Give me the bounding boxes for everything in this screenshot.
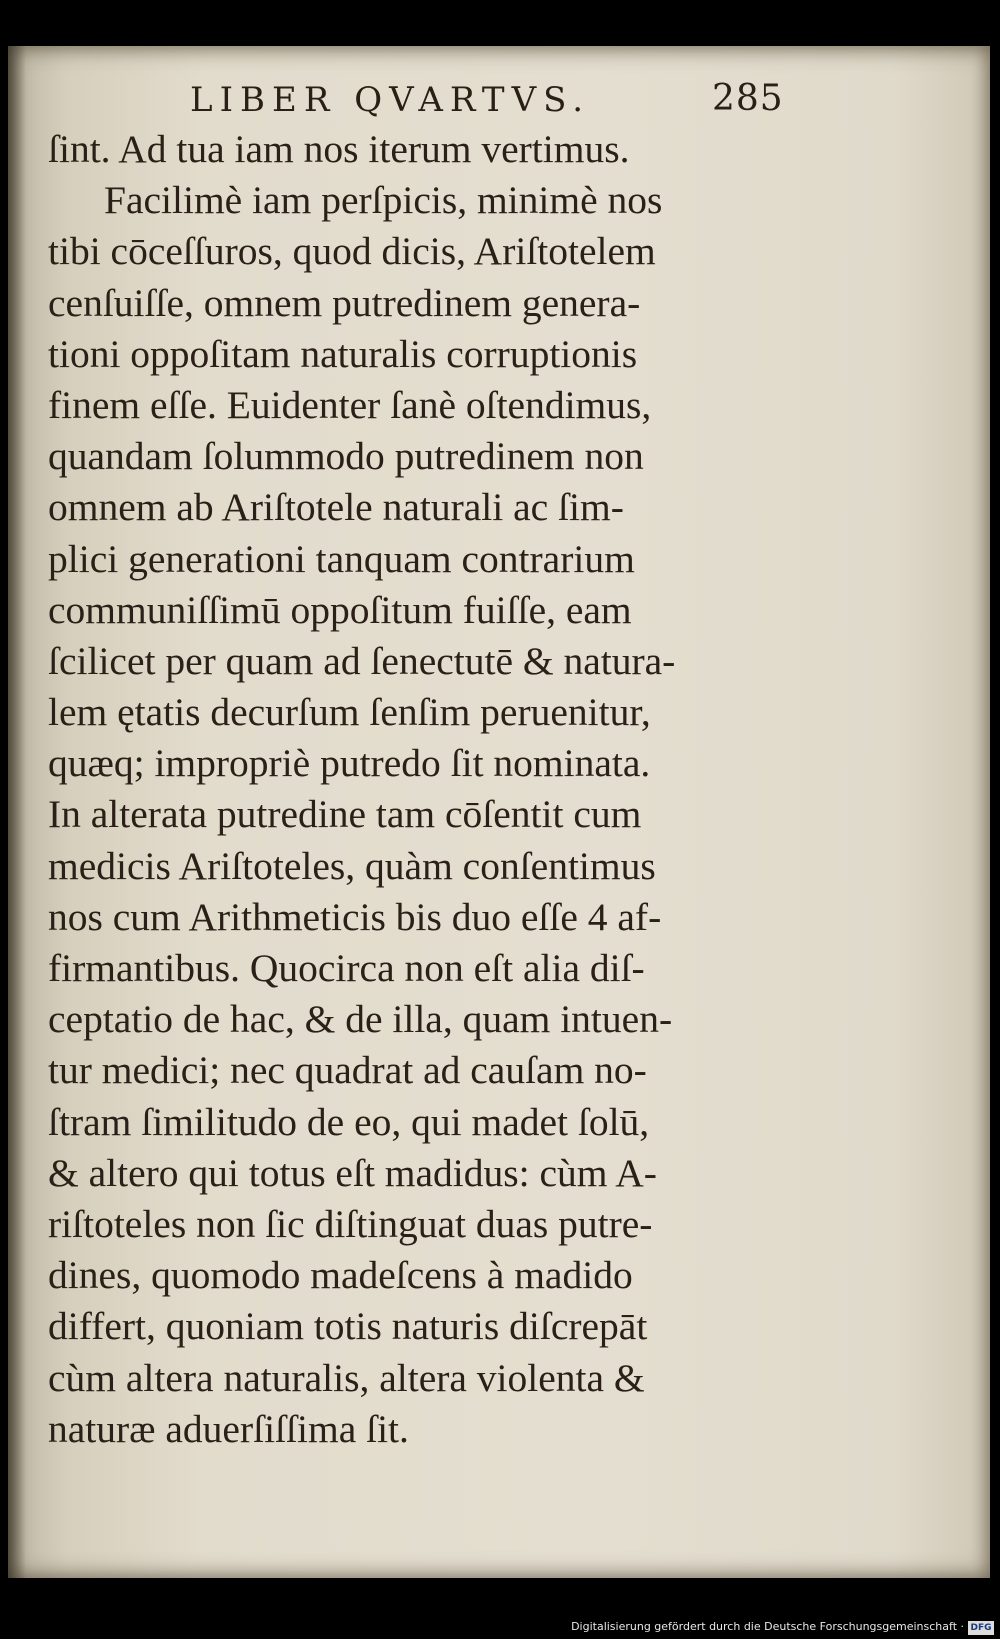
text-line: medicis Ariſtoteles, quàm conſentimus bbox=[48, 843, 656, 888]
text-line: riſtoteles non ſic diſtinguat duas putre- bbox=[48, 1201, 653, 1246]
body-text bbox=[48, 124, 778, 1455]
text-line: ſcilicet per quam ad ſenectutē & natura- bbox=[48, 638, 676, 683]
text-line: lem ętatis decurſum ſenſim peruenitur, bbox=[48, 690, 651, 735]
text-line: nos cum Arithmeticis bis duo eſſe 4 af- bbox=[48, 894, 662, 939]
text-line: ceptatio de hac, & de illa, quam intuen- bbox=[48, 997, 673, 1042]
text-line: cùm altera naturalis, altera violenta & bbox=[48, 1355, 645, 1400]
text-line: dines, quomodo madeſcens à madido bbox=[48, 1253, 633, 1298]
text-line: cenſuiſſe, omnem putredinem genera- bbox=[48, 280, 641, 325]
text-line: differt, quoniam totis naturis diſcrepāt bbox=[48, 1304, 648, 1349]
text-line: communiſſimū oppoſitum fuiſſe, eam bbox=[48, 587, 632, 632]
text-line: quandam ſolummodo putredinem non bbox=[48, 434, 644, 479]
page-gutter-shadow bbox=[8, 46, 26, 1578]
text-line: tioni oppoſitam naturalis corruptionis bbox=[48, 331, 638, 376]
funding-credit: Digitalisierung gefördert durch die Deutsche Forschungsgemeinschaft · bbox=[571, 1620, 964, 1633]
text-line: ſtram ſimilitudo de eo, qui madet ſolū, bbox=[48, 1099, 650, 1144]
text-line: tibi cōceſſuros, quod dicis, Ariſtotelem bbox=[48, 229, 656, 274]
text-line: Facilimè iam perſpicis, minimè nos bbox=[104, 178, 663, 223]
text-line: In alterata putredine tam cōſentit cum bbox=[48, 792, 642, 837]
dfg-logo: DFG bbox=[968, 1621, 994, 1635]
running-title: LIBER QVARTVS. bbox=[190, 80, 591, 120]
text-line: quæq; impropriè putredo ſit nominata. bbox=[48, 741, 651, 786]
text-line: ſint. Ad tua iam nos iterum vertimus. bbox=[48, 127, 630, 171]
page-number: 285 bbox=[712, 78, 784, 119]
text-line: & altero qui totus eſt madidus: cùm A- bbox=[48, 1150, 657, 1195]
text-line: naturæ aduerſiſſima ſit. bbox=[48, 1406, 409, 1451]
text-line: tur medici; nec quadrat ad cauſam no- bbox=[48, 1048, 647, 1093]
text-line: plici generationi tanquam contrarium bbox=[48, 536, 635, 581]
text-line: omnem ab Ariſtotele naturali ac ſim- bbox=[48, 485, 624, 530]
text-line: firmantibus. Quocirca non eſt alia diſ- bbox=[48, 946, 645, 990]
text-line: finem eſſe. Euidenter ſanè oſtendimus, bbox=[48, 382, 652, 427]
